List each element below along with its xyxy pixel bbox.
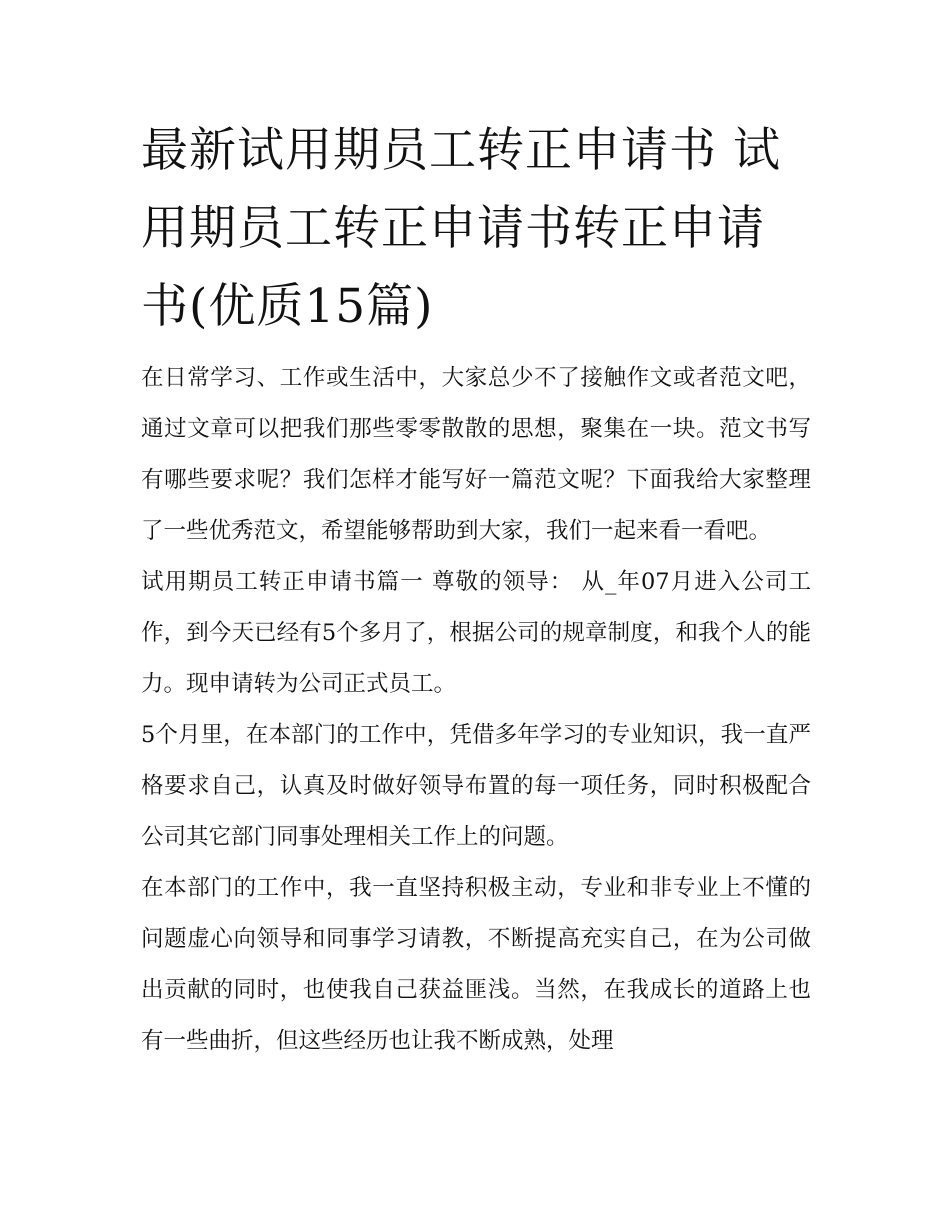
document-title: 最新试用期员工转正申请书 试用期员工转正申请书转正申请书(优质15篇) — [141, 123, 781, 334]
document-content — [141, 112, 811, 1067]
paragraph-growth: 在本部门的工作中，我一直坚持积极主动，专业和非专业上不懂的问题虚心向领导和同事学习请教，不断提高充实自己，在为公司做出贡献的同时，也使我自己获益匪浅。当然，在我成长的道路上也有一些曲折，但这些经历也让我不断成熟，处理 — [141, 875, 811, 1054]
paragraph-intro: 在日常学习、工作或生活中，大家总少不了接触作文或者范文吧，通过文章可以把我们那些零零散散的思想，聚集在一块。范文书写有哪些要求呢？我们怎样才能写好一篇范文呢？下面我给大家整理了一些优秀范文，希望能够帮助到大家，我们一起来看一看吧。 — [141, 365, 811, 544]
paragraph-work-summary: 5个月里，在本部门的工作中，凭借多年学习的专业知识，我一直严格要求自己，认真及时做好领导布置的每一项任务，同时积极配合公司其它部门同事处理相关工作上的问题。 — [141, 722, 811, 850]
paragraph-letter-opening: 试用期员工转正申请书篇一 尊敬的领导： 从_年07月进入公司工作，到今天已经有5个多月了，根据公司的规章制度，和我个人的能力。现申请转为公司正式员工。 — [141, 569, 811, 697]
